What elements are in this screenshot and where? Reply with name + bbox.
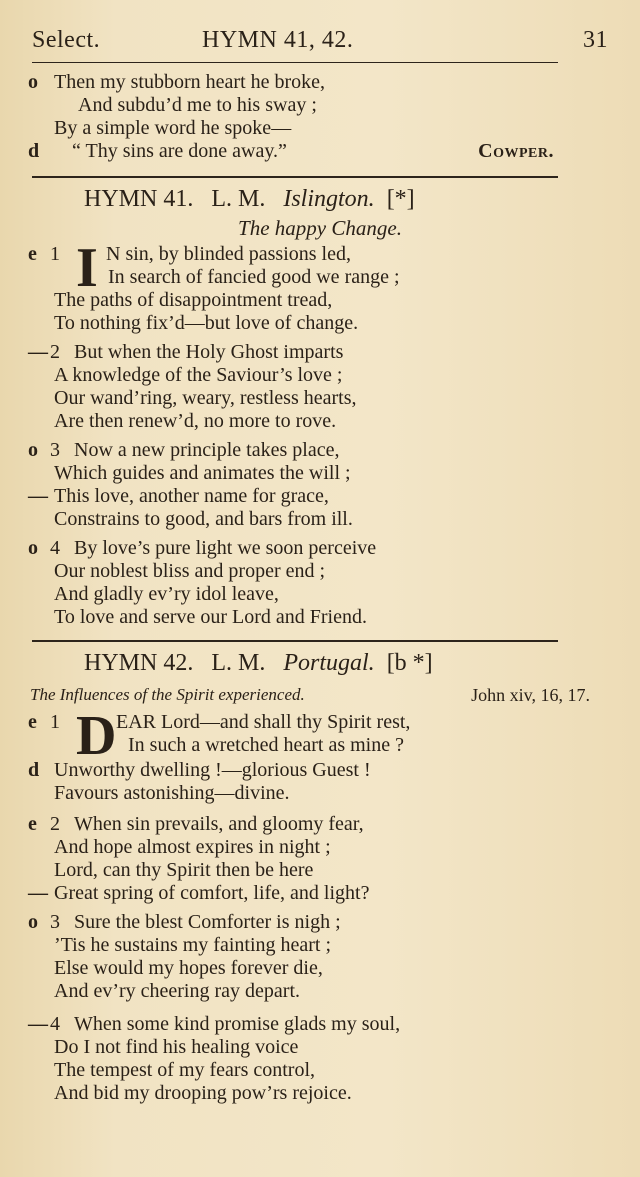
verse-line: Constrains to good, and bars from ill. [54, 508, 353, 530]
verse-line: Lord, can thy Spirit then be here [54, 859, 314, 881]
verse-line: ’Tis he sustains my fainting heart ; [54, 934, 332, 956]
verse-line: Favours astonishing—divine. [54, 782, 290, 804]
verse-line: To love and serve our Lord and Friend. [54, 606, 367, 628]
header-rule [32, 62, 558, 63]
verse-line: o Then my stubborn heart he broke, [28, 71, 326, 93]
verse-line: And subdu’d me to his sway ; [78, 94, 317, 116]
verse-line: By a simple word he spoke— [54, 117, 292, 139]
verse-line: And ev’ry cheering ray depart. [54, 980, 300, 1002]
verse-line: Are then renew’d, no more to rove. [54, 410, 337, 432]
author-signature: Cowper. [478, 140, 554, 162]
hymn-41-subtitle: The happy Change. [238, 216, 402, 240]
verse-line: In such a wretched heart as mine ? [128, 734, 404, 756]
verse-line: e 1 N sin, by blinded passions led, [28, 243, 351, 265]
verse-line: o 3 Sure the blest Comforter is nigh ; [28, 911, 341, 933]
verse-line: — This love, another name for grace, [28, 485, 329, 507]
verse-line: A knowledge of the Saviour’s love ; [54, 364, 343, 386]
verse-line: — Great spring of comfort, life, and light? [28, 882, 370, 904]
verse-line: Our noblest bliss and proper end ; [54, 560, 326, 582]
page-number: 31 [583, 26, 608, 53]
verse-line: o 4 By love’s pure light we soon perceive [28, 537, 377, 559]
verse-line: In search of fancied good we range ; [108, 266, 400, 288]
verse-line: d Unworthy dwelling !—glorious Guest ! [28, 759, 371, 781]
verse-line: Do I not find his healing voice [54, 1036, 299, 1058]
scripture-reference: John xiv, 16, 17. [471, 685, 590, 705]
running-header [32, 22, 608, 58]
verse-line: e 1 EAR Lord—and shall thy Spirit rest, [28, 711, 411, 733]
dropcap-i: I [76, 237, 98, 299]
verse-line: — 4 When some kind promise glads my soul, [28, 1013, 401, 1035]
verse-line: To nothing fix’d—but love of change. [54, 312, 359, 334]
verse-line: e 2 When sin prevails, and gloomy fear, [28, 813, 364, 835]
hymn-42-occasion: The Influences of the Spirit experienced. John xiv, 16, 17. [30, 685, 590, 705]
verse-line: Else would my hopes forever die, [54, 957, 323, 979]
hymn-41-title: HYMN 41. L. M. Islington. [*] [84, 186, 415, 212]
verse-line: And hope almost expires in night ; [54, 836, 331, 858]
hymn-42-title: HYMN 42. L. M. Portugal. [b *] [84, 650, 433, 676]
section-rule [32, 640, 558, 642]
verse-line: And bid my drooping pow’rs rejoice. [54, 1082, 352, 1104]
verse-line: The paths of disappointment tread, [54, 289, 333, 311]
verse-line: o 3 Now a new principle takes place, [28, 439, 340, 461]
dropcap-d: D [76, 705, 117, 767]
section-rule [32, 176, 558, 178]
header-title: HYMN 41, 42. [202, 26, 354, 53]
verse-line: Which guides and animates the will ; [54, 462, 351, 484]
verse-line: And gladly ev’ry idol leave, [54, 583, 279, 605]
verse-line: The tempest of my fears control, [54, 1059, 316, 1081]
verse-line: Our wand’ring, weary, restless hearts, [54, 387, 357, 409]
verse-line: — 2 But when the Holy Ghost imparts [28, 341, 344, 363]
header-section: Select. [32, 26, 101, 53]
verse-line: d “ Thy sins are done away.” Cowper. [28, 140, 554, 162]
